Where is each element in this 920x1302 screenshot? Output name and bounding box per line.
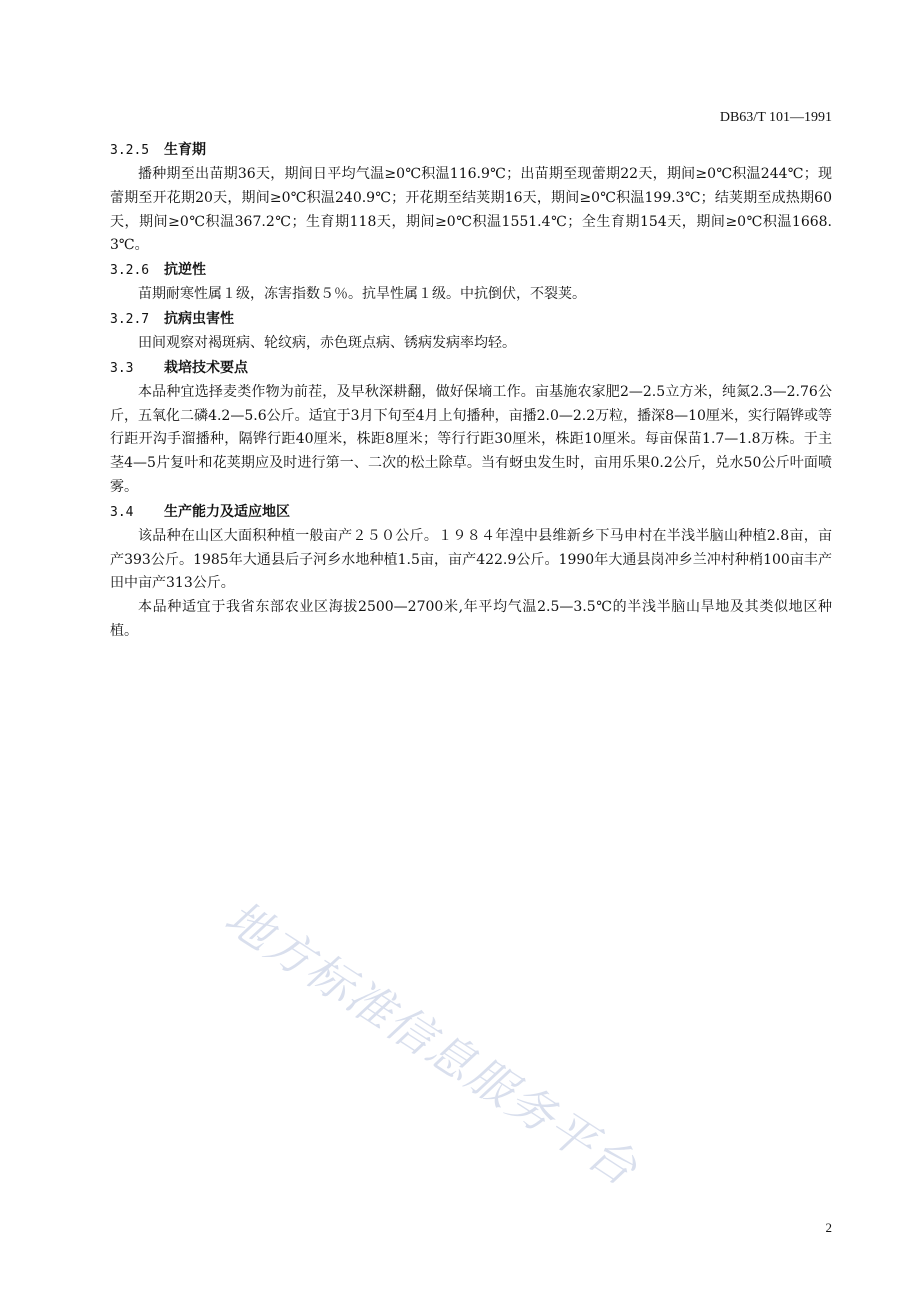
section-heading-3-3	[110, 356, 832, 381]
paragraph: 苗期耐寒性属１级，冻害指数５％。抗旱性属１级。中抗倒伏，不裂荚。	[138, 286, 586, 303]
paragraph: 播种期至出苗期36天，期间日平均气温≥0℃积温116.9℃；出苗期至现蕾期22天，期间≥0℃积温244℃；现蕾期至开花期20天，期间≥0℃积温240.9℃；开花期至结荚期16天，期间≥0℃积温199.3℃；结荚期至成热期60天，期间≥0℃积温367.2℃；生育期118天，期间≥0℃积温1551.4℃；全生育期154天，期间≥0℃积温1668.3℃。	[110, 166, 832, 254]
section-number: 3.3	[110, 360, 134, 376]
paragraph: 该品种在山区大面积种植一般亩产２５０公斤。１９８４年湟中县维新乡下马申村在半浅半脑山种植2.8亩，亩产393公斤。1985年大通县后子河乡水地种植1.5亩，亩产422.9公斤。1990年大通县岗冲乡兰冲村种梢100亩丰产田中亩产313公斤。	[110, 527, 832, 592]
section-title: 生产能力及适应地区	[164, 503, 290, 520]
paragraph: 本品种适宜于我省东部农业区海拔2500—2700米,年平均气温2.5—3.5℃的半浅半脑山旱地及其类似地区种植。	[110, 599, 832, 639]
page-number: 2	[825, 1220, 832, 1235]
section-number: 3.4	[110, 504, 134, 520]
section-title: 栽培技术要点	[164, 359, 248, 376]
section-title: 生育期	[164, 142, 206, 158]
section-heading-3-4	[110, 500, 832, 525]
section-title: 抗逆性	[164, 262, 206, 279]
section-title: 抗病虫害性	[164, 310, 234, 327]
document-body	[110, 138, 832, 644]
paragraph: 田间观察对褐斑病、轮纹病，赤色斑点病、锈病发病率均轻。	[138, 334, 516, 351]
paragraph: 本品种宜选择麦类作物为前茬，及早秋深耕翻，做好保墒工作。亩基施农家肥2—2.5立方米，纯氮2.3—2.76公斤，五氧化二磷4.2—5.6公斤。适宜于3月下旬至4月上旬播种，亩播2.0—2.2万粒，播深8—10厘米，实行隔铧或等行距开沟手溜播种，隔铧行距40厘米，株距8厘米；等行行距30厘米，株距10厘米。每亩保苗1.7—1.8万株。于主茎4—5片复叶和花荚期应及时进行第一、二次的松土除草。当有蚜虫发生时，亩用乐果0.2公斤，兑水50公斤叶面喷雾。	[110, 383, 832, 495]
section-number: 3.2.7	[110, 311, 150, 327]
section-heading-3-2-7	[110, 307, 832, 332]
document-code: DB63/T 101—1991	[719, 110, 832, 125]
section-number: 3.2.5	[110, 143, 150, 158]
section-heading-3-2-6	[110, 258, 832, 283]
section-number: 3.2.6	[110, 263, 150, 279]
watermark: 地方标准信息服务平台	[215, 889, 648, 1197]
section-heading-3-2-5	[110, 138, 832, 163]
